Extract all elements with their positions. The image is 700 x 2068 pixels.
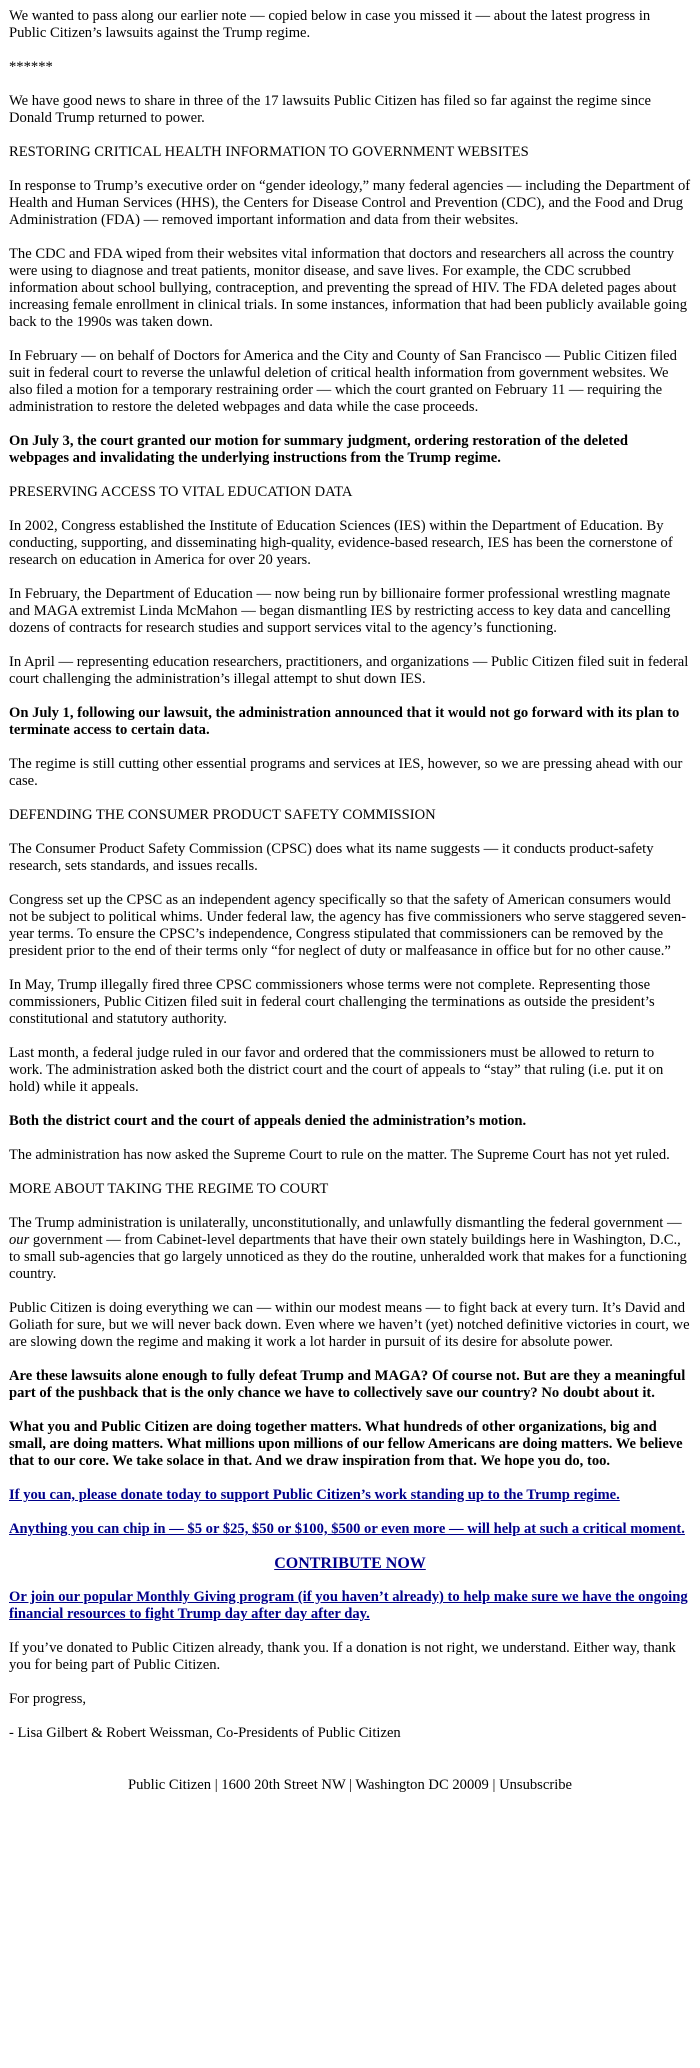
- contribute-paragraph: [9, 1555, 691, 1572]
- paragraph: The regime is still cutting other essential programs and services at IES, however, so we are pressing ahead with our case.: [9, 756, 683, 789]
- paragraph: [9, 1215, 691, 1283]
- footer-org: Public Citizen: [127, 1777, 212, 1793]
- paragraph: In May, Trump illegally fired three CPSC commissioners whose terms were not complete. Representing those commissioners, Public Citizen filed suit in federal court challenging the terminations as outside the president’s constitutional and statutory authority.: [9, 977, 655, 1027]
- footer-city: Washington DC 20009: [355, 1777, 489, 1793]
- signature: - Lisa Gilbert & Robert Weissman, Co-Presidents of Public Citizen: [9, 1725, 401, 1741]
- paragraph: In February — on behalf of Doctors for America and the City and County of San Francisco — Public Citizen filed suit in federal court to reverse the unlawful deletion of critical health information from government websites. We also filed a motion for a temporary restraining order — which the court granted on February 11 — requiring the administration to restore the deleted webpages and data while the case proceeds.: [9, 348, 677, 415]
- bold-highlight: Both the district court and the court of appeals denied the administration’s motion.: [9, 1113, 527, 1129]
- contribute-now-button[interactable]: CONTRIBUTE NOW: [274, 1555, 426, 1572]
- chip-in-paragraph: [9, 1521, 691, 1538]
- section-heading-education-data: PRESERVING ACCESS TO VITAL EDUCATION DATA: [9, 484, 353, 500]
- donate-link[interactable]: If you can, please donate today to support Public Citizen’s work standing up to the Trump regime.: [9, 1487, 620, 1503]
- section-heading-health-info: RESTORING CRITICAL HEALTH INFORMATION TO GOVERNMENT WEBSITES: [9, 144, 529, 160]
- intro-paragraph: We wanted to pass along our earlier note — copied below in case you missed it — about the latest progress in Public Citizen’s lawsuits against the Trump regime.: [9, 8, 651, 41]
- bold-highlight: Are these lawsuits alone enough to fully defeat Trump and MAGA? Of course not. But are they a meaningful part of the pushback that is the only chance we have to collectively save our country? No doubt about it.: [9, 1368, 686, 1401]
- donate-paragraph: [9, 1487, 691, 1504]
- thanks-paragraph: If you’ve donated to Public Citizen already, thank you. If a donation is not right, we understand. Either way, thank you for being part of Public Citizen.: [9, 1640, 676, 1673]
- paragraph: Last month, a federal judge ruled in our favor and ordered that the commissioners must be allowed to return to work. The administration asked both the district court and the court of appeals to “stay” that ruling (i.e. put it on hold) while it appeals.: [9, 1045, 664, 1095]
- bold-highlight: On July 3, the court granted our motion for summary judgment, ordering restoration of the deleted webpages and invalidating the underlying instructions from the Trump regime.: [9, 433, 628, 466]
- footer-address: 1600 20th Street NW: [221, 1777, 346, 1793]
- separator: ******: [9, 59, 53, 75]
- footer-separator: |: [345, 1777, 356, 1793]
- paragraph: Public Citizen is doing everything we can — within our modest means — to fight back at every turn. It’s David and Goliath for sure, but we will never back down. Even where we haven’t (yet) notched definitive victories in court, we are slowing down the regime and making it work a lot harder in pursuit of its desire for absolute power.: [9, 1300, 690, 1350]
- paragraph: In April — representing education researchers, practitioners, and organizations — Public Citizen filed suit in federal court challenging the administration’s illegal attempt to shut down IES.: [9, 654, 689, 687]
- bold-highlight: What you and Public Citizen are doing together matters. What hundreds of other organizations, big and small, are doing matters. What millions upon millions of our fellow Americans are doing matters. We believe that to our core. We take solace in that. And we draw inspiration from that. We hope you do, too.: [9, 1419, 683, 1469]
- signoff: For progress,: [9, 1691, 87, 1707]
- paragraph: The administration has now asked the Supreme Court to rule on the matter. The Supreme Court has not yet ruled.: [9, 1147, 670, 1163]
- paragraph: In response to Trump’s executive order on “gender ideology,” many federal agencies — including the Department of Health and Human Services (HHS), the Centers for Disease Control and Prevention (CDC), and the Food and Drug Administration (FDA) — removed important information and data from their websites.: [9, 178, 691, 228]
- paragraph: The Consumer Product Safety Commission (CPSC) does what its name suggests — it conducts product-safety research, sets standards, and issues recalls.: [9, 841, 654, 874]
- section-heading-more-about-court: MORE ABOUT TAKING THE REGIME TO COURT: [9, 1181, 329, 1197]
- paragraph: The CDC and FDA wiped from their websites vital information that doctors and researchers all across the country were using to diagnose and treat patients, monitor disease, and save lives. For example, the CDC scrubbed information about school bullying, contraception, and preventing the spread of HIV. The FDA deleted pages about increasing female enrollment in clinical trials. In some instances, information that had been publicly available going back to the 1990s was taken down.: [9, 246, 687, 330]
- footer: [9, 1777, 691, 1794]
- emphasis-text: our: [9, 1232, 30, 1248]
- text-run: government — from Cabinet-level departments that have their own stately buildings here in Washington, D.C., to small sub-agencies that go largely unnoticed as they do the routine, unheralded work that makes for a functioning country.: [9, 1232, 687, 1282]
- bold-highlight: On July 1, following our lawsuit, the administration announced that it would not go forward with its plan to terminate access to certain data.: [9, 705, 680, 738]
- good-news-paragraph: We have good news to share in three of the 17 lawsuits Public Citizen has filed so far against the regime since Donald Trump returned to power.: [9, 93, 651, 126]
- monthly-giving-paragraph: [9, 1589, 691, 1623]
- chip-in-link[interactable]: Anything you can chip in — $5 or $25, $50 or $100, $500 or even more — will help at such a critical moment.: [9, 1521, 685, 1537]
- monthly-giving-link[interactable]: Or join our popular Monthly Giving program (if you haven’t already) to help make sure we have the ongoing financial resources to fight Trump day after day after day.: [9, 1589, 688, 1622]
- unsubscribe-link[interactable]: Unsubscribe: [499, 1777, 573, 1793]
- section-heading-cpsc: DEFENDING THE CONSUMER PRODUCT SAFETY COMMISSION: [9, 807, 436, 823]
- footer-separator: |: [488, 1777, 500, 1793]
- paragraph: Congress set up the CPSC as an independent agency specifically so that the safety of American consumers would not be subject to political whims. Under federal law, the agency has five commissioners who serve staggered seven-year terms. To ensure the CPSC’s independence, Congress stipulated that commissioners can be removed by the president prior to the end of their terms only “for neglect of duty or malfeasance in office but for no other cause.”: [9, 892, 687, 959]
- paragraph: In 2002, Congress established the Institute of Education Sciences (IES) within the Department of Education. By conducting, supporting, and disseminating high-quality, evidence-based research, IES has been the cornerstone of research on education in America for over 20 years.: [9, 518, 673, 568]
- text-run: The Trump administration is unilaterally, unconstitutionally, and unlawfully dismantling the federal government —: [9, 1215, 682, 1231]
- paragraph: In February, the Department of Education — now being run by billionaire former professional wrestling magnate and MAGA extremist Linda McMahon — began dismantling IES by restricting access to key data and cancelling dozens of contracts for research studies and support services vital to the agency’s functioning.: [9, 586, 671, 636]
- footer-separator: |: [211, 1777, 222, 1793]
